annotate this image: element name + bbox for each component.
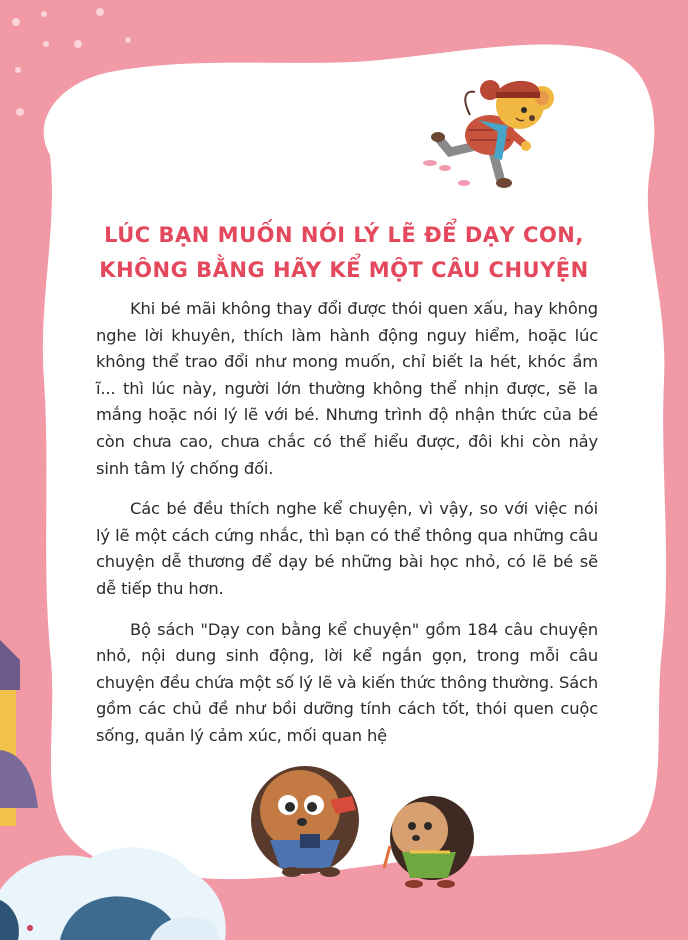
paragraph-1: Khi bé mãi không thay đổi được thói quen xấu, hay không nghe lời khuyên, thích làm hành động nguy hiểm, hoặc lúc không thể trao đổi như mong muốn, chỉ biết la hét, khóc ầm ĩ... thì lúc này, người lớn thường không thể nhịn được, sẽ la mắng hoặc nói lý lẽ với bé. Nhưng trình độ nhận thức của bé còn chưa cao, chưa chắc có thể hiểu được, đôi khi còn nảy sinh tâm lý chống đối. <box>96 299 598 478</box>
paragraph-3: Bộ sách "Dạy con bằng kể chuyện" gồm 184 câu chuyện nhỏ, nội dung sinh động, lời kể ngắn gọn, trong mỗi câu chuyện đều chứa một số lý lẽ và kiến thức thông thường. Sách gồm các chủ đề như bồi dưỡng tính cách tốt, thói quen cuộc sống, quản lý cảm xúc, mối quan hệ <box>96 619 598 745</box>
title-line-2: KHÔNG BẰNG HÃY KỂ MỘT CÂU CHUYỆN <box>99 258 589 282</box>
body-text <box>96 296 598 764</box>
page-title <box>0 218 688 288</box>
title-line-1: LÚC BẠN MUỐN NÓI LÝ LẼ ĐỂ DẠY CON, <box>104 223 584 247</box>
paragraph-2: Các bé đều thích nghe kể chuyện, vì vậy, so với việc nói lý lẽ một cách cứng nhắc, thì bạn có thể thông qua những câu chuyện dễ thương để dạy bé những bài học nhỏ, có lẽ bé sẽ dễ tiếp thu hơn. <box>96 499 598 598</box>
